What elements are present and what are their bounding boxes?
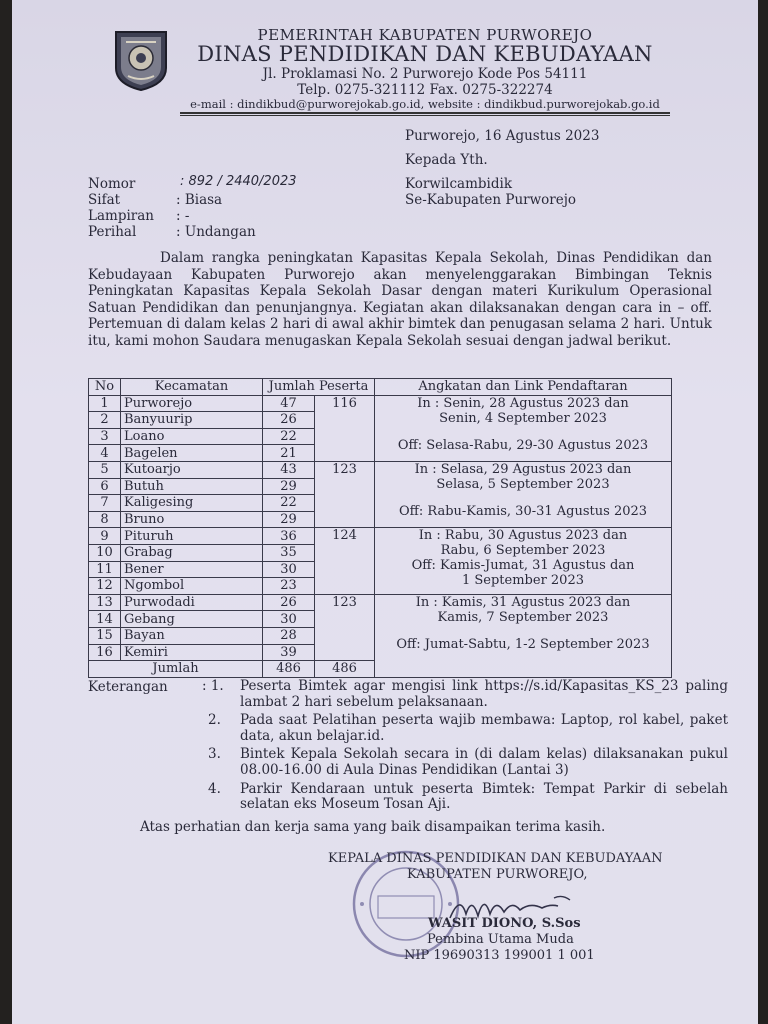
schedule-off-line: Off: Kamis-Jumat, 31 Agustus dan [411, 558, 635, 574]
letterhead-email: e-mail : dindikbud@purworejokab.go.id, website : dindikbud.purworejokab.go.id [190, 97, 660, 111]
meta-value-perihal: : Undangan [176, 224, 256, 240]
cell-jumlah: 23 [263, 578, 315, 595]
meta-label-perihal: Perihal [88, 224, 137, 240]
cell-kecamatan: Bagelen [121, 445, 263, 462]
schedule-in-line: Selasa, 5 September 2023 [436, 476, 610, 492]
recipient-salutation: Kepada Yth. [405, 152, 488, 168]
cell-no: 6 [89, 478, 121, 495]
header-angkatan: Angkatan dan Link Pendaftaran [375, 379, 672, 396]
schedule-in-line: Rabu, 6 September 2023 [440, 543, 606, 559]
cell-no: 10 [89, 544, 121, 561]
cell-jumlah: 21 [263, 445, 315, 462]
letterhead-rule [180, 112, 670, 114]
cell-jumlah: 47 [263, 395, 315, 412]
cell-jumlah: 26 [263, 412, 315, 429]
cell-no: 7 [89, 495, 121, 512]
schedule-in-line: Kamis, 7 September 2023 [437, 609, 609, 625]
meta-value-nomor: : 892 / 2440/2023 [180, 174, 297, 189]
cell-no: 12 [89, 578, 121, 595]
letterhead-address: Jl. Proklamasi No. 2 Purworejo Kode Pos 54111 [262, 66, 588, 82]
cell-kecamatan: Butuh [121, 478, 263, 495]
cell-jumlah: 22 [263, 428, 315, 445]
cell-group-total: 116 [315, 395, 375, 461]
cell-no: 15 [89, 627, 121, 644]
signatory-rank: Pembina Utama Muda [427, 932, 574, 947]
schedule-in-line: In : Selasa, 29 Agustus 2023 dan [414, 461, 632, 477]
schedule-off-line: 1 September 2023 [461, 573, 584, 589]
schedule-off-line: Off: Rabu-Kamis, 30-31 Agustus 2023 [398, 503, 648, 519]
note-text: Parkir Kendaraan untuk peserta Bimtek: Tempat Parkir di sebelah selatan eks Moseum Tosan Aji. [240, 780, 728, 813]
note-number: 2. [208, 712, 221, 729]
closing-line: Atas perhatian dan kerja sama yang baik disampaikan terima kasih. [140, 819, 606, 835]
cell-jumlah: 29 [263, 478, 315, 495]
cell-no: 8 [89, 511, 121, 528]
cell-jumlah: 30 [263, 561, 315, 578]
note-text: Pada saat Pelatihan peserta wajib membawa: Laptop, rol kabel, paket data, akun belajar.id. [240, 712, 728, 744]
recipient-name: Korwilcambidik [405, 176, 513, 192]
cell-no: 9 [89, 528, 121, 545]
signatory-name: WASIT DIONO, S.Sos [428, 916, 581, 931]
schedule-in-line: In : Rabu, 30 Agustus 2023 dan [418, 528, 628, 544]
footer-label: Jumlah [89, 661, 263, 678]
cell-kecamatan: Bener [121, 561, 263, 578]
cell-jumlah: 29 [263, 511, 315, 528]
cell-no: 13 [89, 594, 121, 611]
cell-jumlah: 30 [263, 611, 315, 628]
cell-kecamatan: Kaligesing [121, 495, 263, 512]
note-item [202, 678, 728, 710]
cell-jumlah: 28 [263, 627, 315, 644]
note-item [208, 747, 728, 778]
cell-group-total: 123 [315, 461, 375, 527]
notes-list [202, 678, 728, 816]
header-jumlah: Jumlah Peserta [263, 379, 375, 396]
cell-kecamatan: Purwodadi [121, 594, 263, 611]
letterhead-rule-thin [180, 115, 670, 116]
signatory-nip: NIP 19690313 199001 1 001 [404, 948, 595, 963]
footer-total: 486 [315, 661, 375, 678]
recipient-region: Se-Kabupaten Purworejo [405, 192, 577, 208]
cell-jumlah: 39 [263, 644, 315, 661]
meta-label-lampiran: Lampiran [88, 208, 154, 224]
cell-kecamatan: Kemiri [121, 644, 263, 661]
cell-no: 11 [89, 561, 121, 578]
cell-angkatan [375, 594, 672, 677]
cell-kecamatan: Ngombol [121, 578, 263, 595]
cell-angkatan [375, 528, 672, 594]
signatory-title-region: KABUPATEN PURWOREJO, [407, 867, 588, 882]
cell-jumlah: 26 [263, 594, 315, 611]
note-item [208, 713, 728, 744]
cell-kecamatan: Kutoarjo [121, 461, 263, 478]
cell-kecamatan: Bayan [121, 627, 263, 644]
header-kecamatan: Kecamatan [121, 379, 263, 396]
letterhead-government: PEMERINTAH KABUPATEN PURWOREJO [257, 26, 593, 44]
cell-kecamatan: Purworejo [121, 395, 263, 412]
cell-kecamatan: Loano [121, 428, 263, 445]
meta-value-sifat: : Biasa [176, 192, 223, 208]
cell-jumlah: 43 [263, 461, 315, 478]
note-number: 4. [208, 780, 221, 797]
cell-no: 16 [89, 644, 121, 661]
cell-kecamatan: Pituruh [121, 528, 263, 545]
cell-jumlah: 22 [263, 495, 315, 512]
note-number: : 1. [202, 678, 224, 694]
cell-no: 5 [89, 461, 121, 478]
meta-label-nomor: Nomor [88, 176, 136, 192]
note-text: Bintek Kepala Sekolah secara in (di dalam kelas) dilaksanakan pukul 08.00-16.00 di Aula Dinas Pendidikan (Lantai 3) [240, 746, 728, 778]
schedule-in-line: In : Senin, 28 Agustus 2023 dan [417, 395, 629, 411]
letterhead-department: DINAS PENDIDIKAN DAN KEBUDAYAAN [197, 42, 653, 66]
signatory-title: KEPALA DINAS PENDIDIKAN DAN KEBUDAYAAN [328, 851, 663, 866]
table-row [89, 528, 672, 545]
schedule-table [88, 378, 672, 678]
meta-value-lampiran: : - [176, 208, 190, 224]
cell-angkatan [375, 461, 672, 527]
cell-kecamatan: Grabag [121, 544, 263, 561]
cell-no: 3 [89, 428, 121, 445]
cell-no: 2 [89, 412, 121, 429]
note-number: 3. [208, 746, 221, 763]
schedule-in-line: In : Kamis, 31 Agustus 2023 dan [415, 594, 631, 610]
schedule-off-line: Off: Selasa-Rabu, 29-30 Agustus 2023 [397, 437, 649, 453]
note-text: Peserta Bimtek agar mengisi link https://s.id/Kapasitas_KS_23 paling lambat 2 hari sebelum pelaksanaan. [240, 678, 728, 710]
cell-group-total: 123 [315, 594, 375, 660]
cell-angkatan [375, 395, 672, 461]
table-row [89, 461, 672, 478]
notes-label: Keterangan [88, 679, 168, 695]
meta-label-sifat: Sifat [88, 192, 121, 208]
cell-jumlah: 36 [263, 528, 315, 545]
schedule-off-line: Off: Jumat-Sabtu, 1-2 September 2023 [396, 636, 650, 652]
table-header-row [89, 379, 672, 396]
schedule-in-line: Senin, 4 September 2023 [439, 410, 607, 426]
cell-kecamatan: Gebang [121, 611, 263, 628]
table-row [89, 395, 672, 412]
cell-group-total: 124 [315, 528, 375, 594]
letterhead-phone: Telp. 0275-321112 Fax. 0275-322274 [297, 82, 553, 98]
table-row [89, 594, 672, 611]
cell-no: 4 [89, 445, 121, 462]
body-paragraph: Dalam rangka peningkatan Kapasitas Kepala Sekolah, Dinas Pendidikan dan Kebudayaan Kabupaten Purworejo akan menyelenggarakan Bimbingan Teknis Peningkatan Kapasitas Kepala Sekolah Dasar dengan materi Kurikulum Operasional Satuan Pendidikan dan penunjangnya. Kegiatan akan dilaksanakan dengan cara in – off. Pertemuan di dalam kelas 2 hari di awal akhir bimtek dan penugasan selama 2 hari. Untuk itu, kami mohon Saudara menugaskan Kepala Sekolah sesuai dengan jadwal berikut. [88, 250, 712, 349]
cell-jumlah: 35 [263, 544, 315, 561]
cell-no: 14 [89, 611, 121, 628]
note-item [208, 782, 728, 813]
cell-kecamatan: Bruno [121, 511, 263, 528]
cell-no: 1 [89, 395, 121, 412]
letter-date: Purworejo, 16 Agustus 2023 [405, 128, 600, 144]
header-no: No [89, 379, 121, 396]
letter-page [12, 0, 758, 1024]
footer-sum: 486 [263, 661, 315, 678]
cell-kecamatan: Banyuurip [121, 412, 263, 429]
